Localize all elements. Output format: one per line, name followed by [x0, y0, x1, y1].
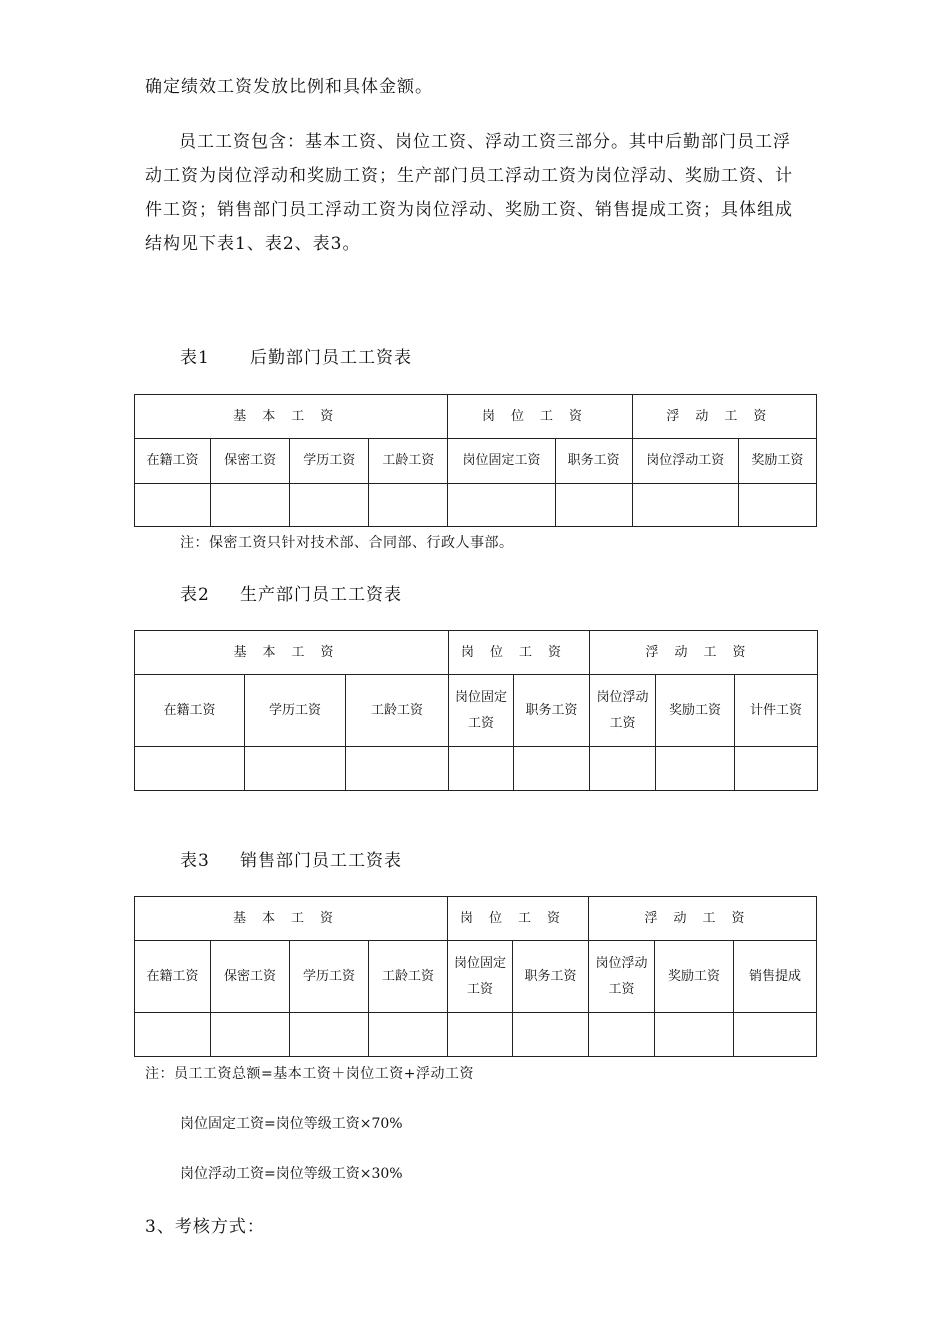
empty-cell: [735, 747, 818, 791]
table3-title: 销售部门员工工资表: [240, 851, 402, 871]
empty-cell: [738, 484, 816, 527]
group-header: 基本工资: [135, 897, 448, 941]
column-header: 职务工资: [555, 439, 632, 484]
column-header: 岗位固定工资: [449, 675, 514, 747]
column-header: 岗位浮动工资: [632, 439, 738, 484]
column-header: 奖励工资: [738, 439, 816, 484]
table2-caption: [180, 580, 402, 605]
empty-cell: [346, 747, 449, 791]
table1-note: 注：保密工资只针对技术部、合同部、行政人事部。: [180, 535, 514, 551]
group-header: 浮动工资: [632, 395, 816, 439]
column-header: 奖励工资: [656, 675, 735, 747]
column-header: 工龄工资: [369, 941, 448, 1013]
column-header: 奖励工资: [655, 941, 734, 1013]
empty-cell: [135, 747, 245, 791]
empty-cell: [513, 1013, 589, 1057]
salary-composition-paragraph: 员工工资包含：基本工资、岗位工资、浮动工资三部分。其中后勤部门员工浮动工资为岗位浮动和奖励工资；生产部门员工浮动工资为岗位浮动、奖励工资、计件工资；销售部门员工浮动工资为岗位浮动、奖励工资、销售提成工资；具体组成结构见下表1、表2、表3。: [145, 132, 793, 254]
section-heading: 3、考核方式：: [145, 1217, 265, 1237]
empty-cell: [135, 1013, 211, 1057]
empty-cell: [555, 484, 632, 527]
group-header: 浮动工资: [589, 897, 817, 941]
formula-floating: 岗位浮动工资=岗位等级工资×30%: [180, 1166, 403, 1182]
column-header: 岗位浮动工资: [589, 941, 655, 1013]
empty-cell: [734, 1013, 817, 1057]
table2-label: 表2: [180, 585, 210, 605]
empty-cell: [448, 1013, 513, 1057]
column-header: 在籍工资: [135, 439, 211, 484]
empty-cell: [448, 484, 555, 527]
table3-caption: [180, 846, 402, 871]
column-header: 岗位浮动工资: [590, 675, 656, 747]
empty-cell: [369, 484, 448, 527]
column-header: 工龄工资: [369, 439, 448, 484]
empty-cell: [245, 747, 346, 791]
table1-logistics-salary: [134, 394, 817, 527]
group-header: 基本工资: [135, 395, 448, 439]
table3-sales-salary: [134, 896, 817, 1057]
empty-cell: [449, 747, 514, 791]
column-header: 学历工资: [290, 439, 369, 484]
column-header: 工龄工资: [346, 675, 449, 747]
column-header: 岗位固定工资: [448, 941, 513, 1013]
empty-cell: [211, 1013, 290, 1057]
column-header: 学历工资: [290, 941, 369, 1013]
table2-production-salary: [134, 630, 818, 791]
table1-caption: [180, 343, 412, 368]
empty-cell: [632, 484, 738, 527]
intro-line: 确定绩效工资发放比例和具体金额。: [145, 77, 433, 97]
empty-cell: [655, 1013, 734, 1057]
empty-cell: [656, 747, 735, 791]
column-header: 学历工资: [245, 675, 346, 747]
empty-cell: [590, 747, 656, 791]
empty-cell: [589, 1013, 655, 1057]
column-header: 保密工资: [211, 941, 290, 1013]
column-header: 岗位固定工资: [448, 439, 555, 484]
column-header: 在籍工资: [135, 941, 211, 1013]
empty-cell: [211, 484, 290, 527]
empty-cell: [290, 1013, 369, 1057]
formula-fixed: 岗位固定工资=岗位等级工资×70%: [180, 1116, 403, 1132]
table1-label: 表1: [180, 348, 210, 368]
column-header: 职务工资: [513, 941, 589, 1013]
table3-label: 表3: [180, 851, 210, 871]
empty-cell: [290, 484, 369, 527]
table1-title: 后勤部门员工工资表: [250, 348, 412, 368]
column-header: 保密工资: [211, 439, 290, 484]
table3-note: 注：员工工资总额=基本工资＋岗位工资+浮动工资: [145, 1066, 474, 1082]
table2-title: 生产部门员工工资表: [240, 585, 402, 605]
group-header: 岗位工资: [448, 395, 632, 439]
group-header: 基本工资: [135, 631, 449, 675]
column-header: 销售提成: [734, 941, 817, 1013]
column-header: 职务工资: [514, 675, 590, 747]
column-header: 计件工资: [735, 675, 818, 747]
empty-cell: [135, 484, 211, 527]
empty-cell: [514, 747, 590, 791]
empty-cell: [369, 1013, 448, 1057]
group-header: 浮动工资: [590, 631, 818, 675]
group-header: 岗位工资: [448, 897, 589, 941]
group-header: 岗位工资: [449, 631, 590, 675]
column-header: 在籍工资: [135, 675, 245, 747]
